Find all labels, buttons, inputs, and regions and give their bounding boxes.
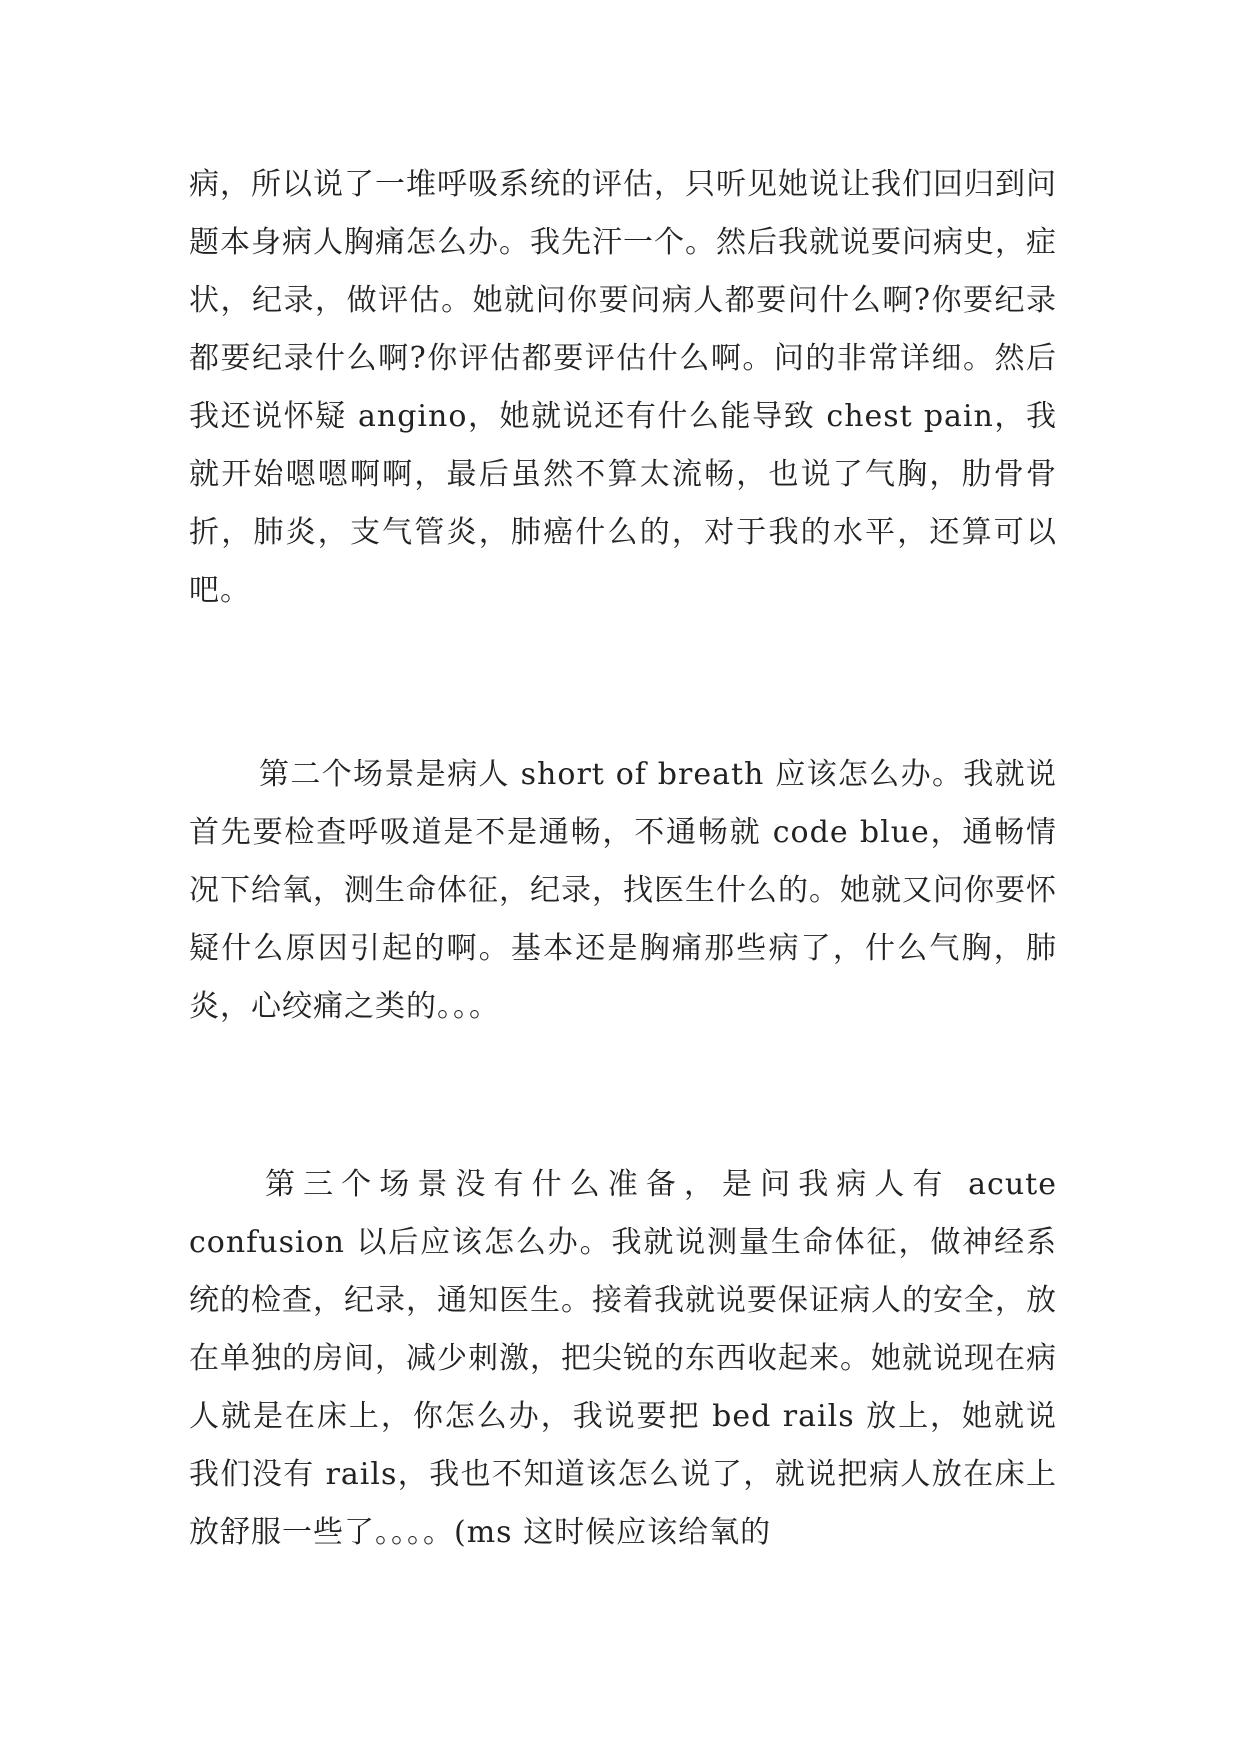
paragraph-short-of-breath: 第二个场景是病人 short of breath 应该怎么办。我就说首先要检查呼吸道是不是通畅，不通畅就 code blue，通畅情况下给氧，测生命体征，纪录，找医生什么的。她就又问你要怀疑什么原因引起的啊。基本还是胸痛那些病了，什么气胸，肺炎，心绞痛之类的。。。 — [189, 757, 1057, 1024]
paragraph-acute-confusion: 第三个场景没有什么准备，是问我病人有 acute confusion 以后应该怎么办。我就说测量生命体征，做神经系统的检查，纪录，通知医生。接着我就说要保证病人的安全，放在单独的房间，减少刺激，把尖锐的东西收起来。她就说现在病人就是在床上，你怎么办，我说要把 bed rails 放上，她就说我们没有 rails，我也不知道该怎么说了，就说把病人放在床上放舒服一些了。。。。(ms 这时候应该给氧的 — [189, 1167, 1057, 1550]
paragraph-chest-pain: 病，所以说了一堆呼吸系统的评估，只听见她说让我们回归到问题本身病人胸痛怎么办。我先汗一个。然后我就说要问病史，症状，纪录，做评估。她就问你要问病人都要问什么啊?你要纪录都要纪录什么啊?你评估都要评估什么啊。问的非常详细。然后我还说怀疑 angino，她就说还有什么能导致 chest pain，我就开始嗯嗯啊啊，最后虽然不算太流畅，也说了气胸，肋骨骨折，肺炎，支气管炎，肺癌什么的，对于我的水平，还算可以吧。 — [189, 167, 1057, 608]
